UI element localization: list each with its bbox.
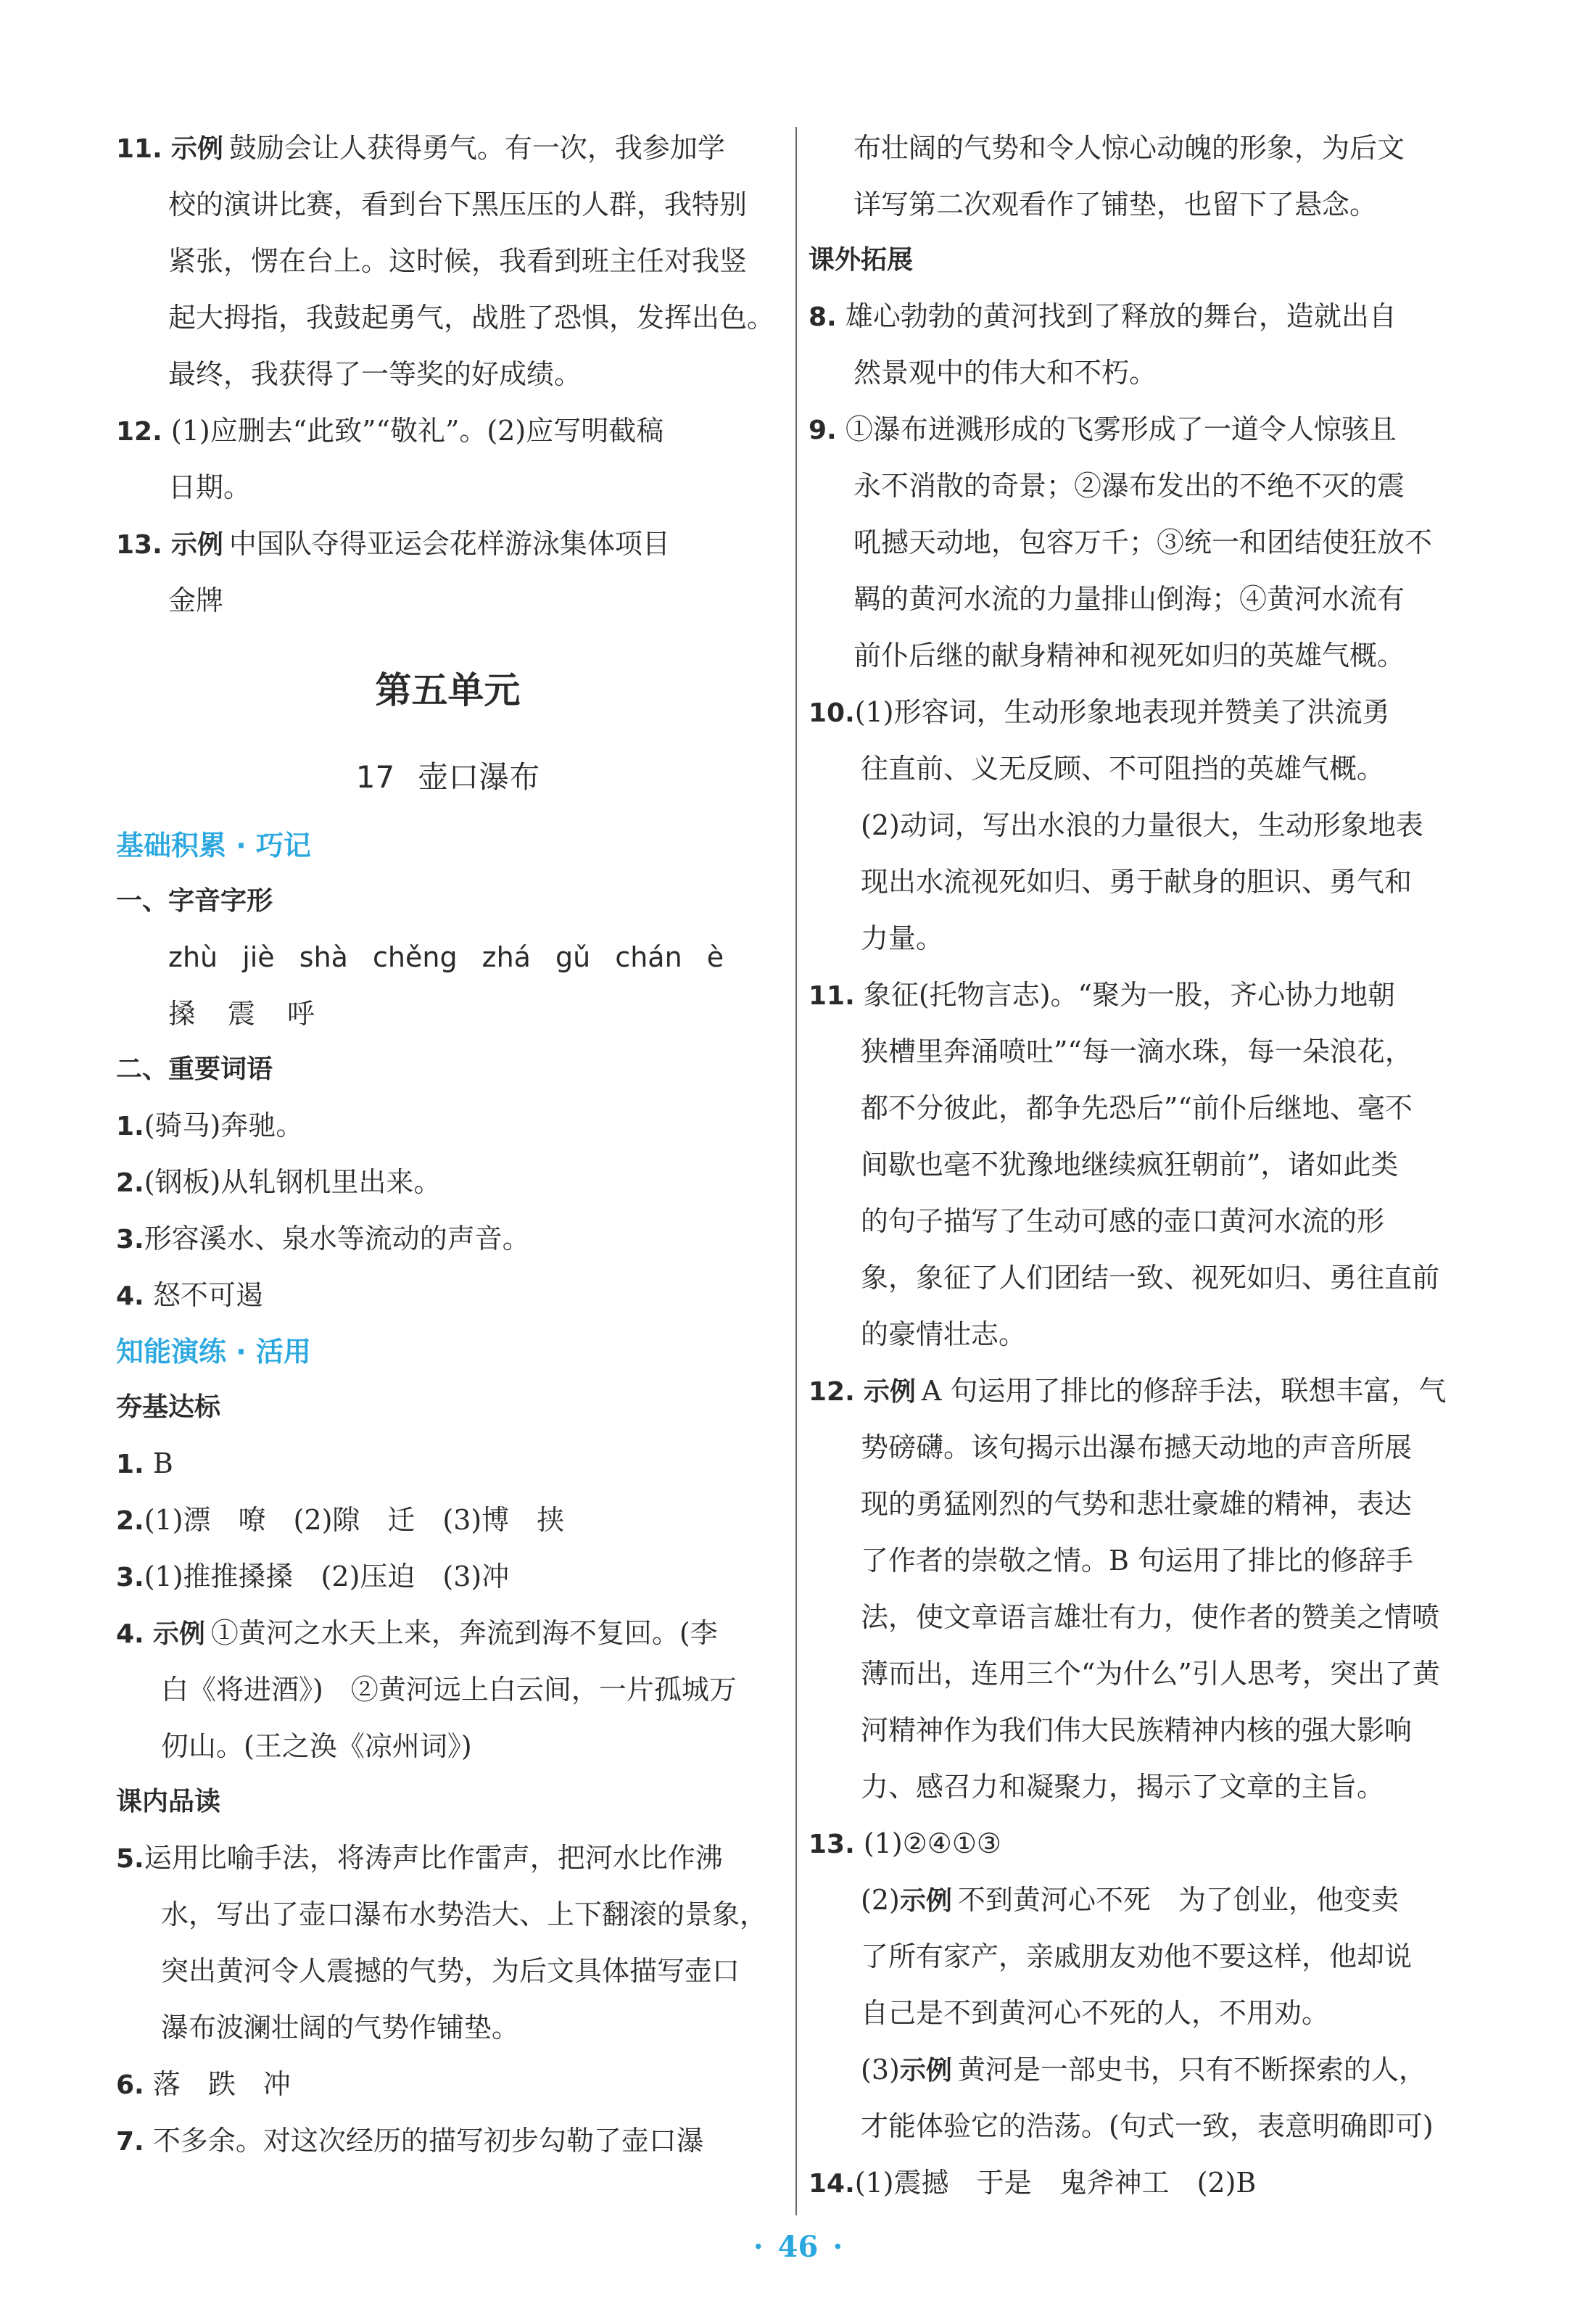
- char-answer: 搡: [168, 998, 197, 1030]
- text-line: (2)动词，写出水浪的力量很大，生动形象地表: [861, 809, 1423, 841]
- character-answers: [116, 985, 780, 1042]
- section-skill: 知能演练 · 活用: [116, 1336, 311, 1368]
- answer-p13-3: (3)示例 黄河是一部史书，只有不断探索的人，: [861, 2054, 1426, 2086]
- text-line: 仞山。(王之涣《凉州词》): [161, 1730, 472, 1762]
- text-line: 都不分彼此，都争先恐后”“前仆后继地、毫不: [861, 1092, 1413, 1124]
- text-line: 薄而出，连用三个“为什么”引人思考，突出了黄: [861, 1658, 1440, 1690]
- text-line: 自己是不到黄河心不死的人，不用劝。: [861, 1997, 1330, 2029]
- text-line: 前仆后继的献身精神和视死如归的英雄气概。: [853, 640, 1405, 671]
- text-line: 日期。: [168, 471, 252, 503]
- section-basic: 基础积累 · 巧记: [116, 830, 311, 861]
- answer-p7: 7. 不多余。对这次经历的描写初步勾勒了壶口瀑: [116, 2125, 704, 2157]
- answer-p12: 12. 示例 A 句运用了排比的修辞手法，联想丰富，气: [809, 1375, 1447, 1407]
- text-line: 现的勇猛刚烈的气势和悲壮豪雄的精神，表达: [861, 1488, 1413, 1520]
- answer-p3: 3.(1)推推搡搡 (2)压迫 (3)冲: [116, 1561, 510, 1592]
- unit-title: 第五单元: [375, 669, 521, 711]
- text-line: 永不消散的奇景；②瀑布发出的不绝不灭的震: [853, 470, 1405, 502]
- text-line: 了所有家产，亲戚朋友劝他不要这样，他却说: [861, 1941, 1413, 1972]
- answer-p6: 6. 落 跌 冲: [116, 2068, 291, 2100]
- word-item: 2.(钢板)从轧钢机里出来。: [116, 1166, 442, 1198]
- subsection-pronunciation: 一、字音字形: [116, 886, 273, 916]
- text-line: 往直前、义无反顾、不可阻挡的英雄气概。: [861, 753, 1385, 785]
- subsection-reading: 课内品读: [116, 1787, 221, 1817]
- text-line: 金牌: [168, 584, 224, 616]
- subsection-vocabulary: 二、重要词语: [116, 1054, 273, 1084]
- answer-p9: 9. ①瀑布迸溅形成的飞雾形成了一道令人惊骇且: [809, 413, 1397, 445]
- text-line: 羁的黄河水流的力量排山倒海；④黄河水流有: [853, 583, 1405, 615]
- text-line: 法，使文章语言雄壮有力，使作者的赞美之情喷: [861, 1601, 1440, 1633]
- answer-p8: 8. 雄心勃勃的黄河找到了释放的舞台，造就出自: [809, 300, 1397, 332]
- column-divider: [795, 127, 797, 2215]
- answer-p11: 11. 象征(托物言志)。“聚为一股，齐心协力地朝: [809, 979, 1395, 1011]
- char-answer: 震: [228, 998, 256, 1030]
- text-line: 然景观中的伟大和不朽。: [853, 357, 1157, 389]
- lesson-title: [116, 737, 780, 817]
- text-line: 狭槽里奔涌喷吐”“每一滴水珠，每一朵浪花，: [861, 1036, 1413, 1067]
- text-line: 紧张，愣在台上。这时候，我看到班主任对我竖: [168, 245, 748, 277]
- text-line: 起大拇指，我鼓起勇气，战胜了恐惧，发挥出色。: [168, 302, 775, 334]
- word-item: 4. 怒不可遏: [116, 1279, 263, 1311]
- text-line: 校的演讲比赛，看到台下黑压压的人群，我特别: [168, 189, 748, 220]
- text-line: 象，象征了人们团结一致、视死如归、勇往直前: [861, 1262, 1440, 1294]
- text-line: 才能体验它的浩荡。(句式一致，表意明确即可): [861, 2110, 1434, 2142]
- answer-p5: 5.运用比喻手法，将涛声比作雷声，把河水比作沸: [116, 1842, 723, 1874]
- answer-p4: 4. 示例 ①黄河之水天上来，奔流到海不复回。(李: [116, 1617, 718, 1649]
- answer-p13-2: (2)示例 不到黄河心不死 为了创业，他变卖: [861, 1884, 1399, 1916]
- left-column: [116, 120, 780, 2169]
- subsection-extension: 课外拓展: [809, 245, 914, 275]
- char-answer: 呼: [287, 998, 315, 1030]
- text-line: 白《将进酒》) ②黄河远上白云间，一片孤城万: [161, 1674, 737, 1706]
- answer-11: 11. 示例 鼓励会让人获得勇气。有一次，我参加学: [116, 132, 725, 164]
- pinyin-answers: zhù jiè shà chěng zhá gǔ chán è: [168, 941, 724, 973]
- page-number: · 46 ·: [753, 2230, 843, 2264]
- text-line: 现出水流视死如归、勇于献身的胆识、勇气和: [861, 866, 1413, 898]
- text-line: 了作者的崇敬之情。B 句运用了排比的修辞手: [861, 1545, 1414, 1576]
- word-item: 1.(骑马)奔驰。: [116, 1109, 304, 1141]
- text-line: 吼撼天动地，包容万千；③统一和团结使狂放不: [853, 526, 1433, 558]
- answer-p14: 14.(1)震撼 于是 鬼斧神工 (2)B: [809, 2167, 1257, 2199]
- right-column: [809, 120, 1472, 2211]
- word-item: 3.形容溪水、泉水等流动的声音。: [116, 1223, 530, 1255]
- text-line: 瀑布波澜壮阔的气势作铺垫。: [161, 2012, 520, 2043]
- text-line: 河精神作为我们伟大民族精神内核的强大影响: [861, 1714, 1413, 1746]
- answer-p1: 1. B: [116, 1447, 173, 1479]
- dot-icon: ·: [832, 2230, 843, 2264]
- text-line: 布壮阔的气势和令人惊心动魄的形象，为后文: [853, 132, 1405, 164]
- text-line: 详写第二次观看作了铺垫，也留下了悬念。: [853, 189, 1378, 220]
- lesson-number: 17: [355, 759, 395, 795]
- answer-p2: 2.(1)漂 嘹 (2)隙 迁 (3)博 挟: [116, 1504, 565, 1536]
- text-line: 势磅礴。该句揭示出瀑布撼天动地的声音所展: [861, 1431, 1413, 1463]
- text-line: 水，写出了壶口瀑布水势浩大、上下翻滚的景象，: [161, 1898, 768, 1930]
- dot-icon: ·: [753, 2230, 764, 2264]
- text-line: 的豪情壮志。: [861, 1318, 1027, 1350]
- text-line: 突出黄河令人震撼的气势，为后文具体描写壶口: [161, 1955, 740, 1987]
- subsection-basics: 夯基达标: [116, 1392, 221, 1422]
- answer-p13: 13. (1)②④①③: [809, 1827, 1001, 1859]
- text-line: 最终，我获得了一等奖的好成绩。: [168, 358, 582, 390]
- lesson-name: 壶口瀑布: [418, 759, 540, 795]
- text-line: 力量。: [861, 922, 944, 954]
- answer-13: 13. 示例 中国队夺得亚运会花样游泳集体项目: [116, 528, 670, 560]
- answer-p10: 10.(1)形容词，生动形象地表现并赞美了洪流勇: [809, 696, 1390, 728]
- text-line: 间歇也毫不犹豫地继续疯狂朝前”，诸如此类: [861, 1149, 1399, 1181]
- text-line: 的句子描写了生动可感的壶口黄河水流的形: [861, 1205, 1385, 1237]
- text-line: 力、感召力和凝聚力，揭示了文章的主旨。: [861, 1771, 1385, 1803]
- answer-12: 12. (1)应删去“此致”“敬礼”。(2)应写明截稿: [116, 415, 664, 447]
